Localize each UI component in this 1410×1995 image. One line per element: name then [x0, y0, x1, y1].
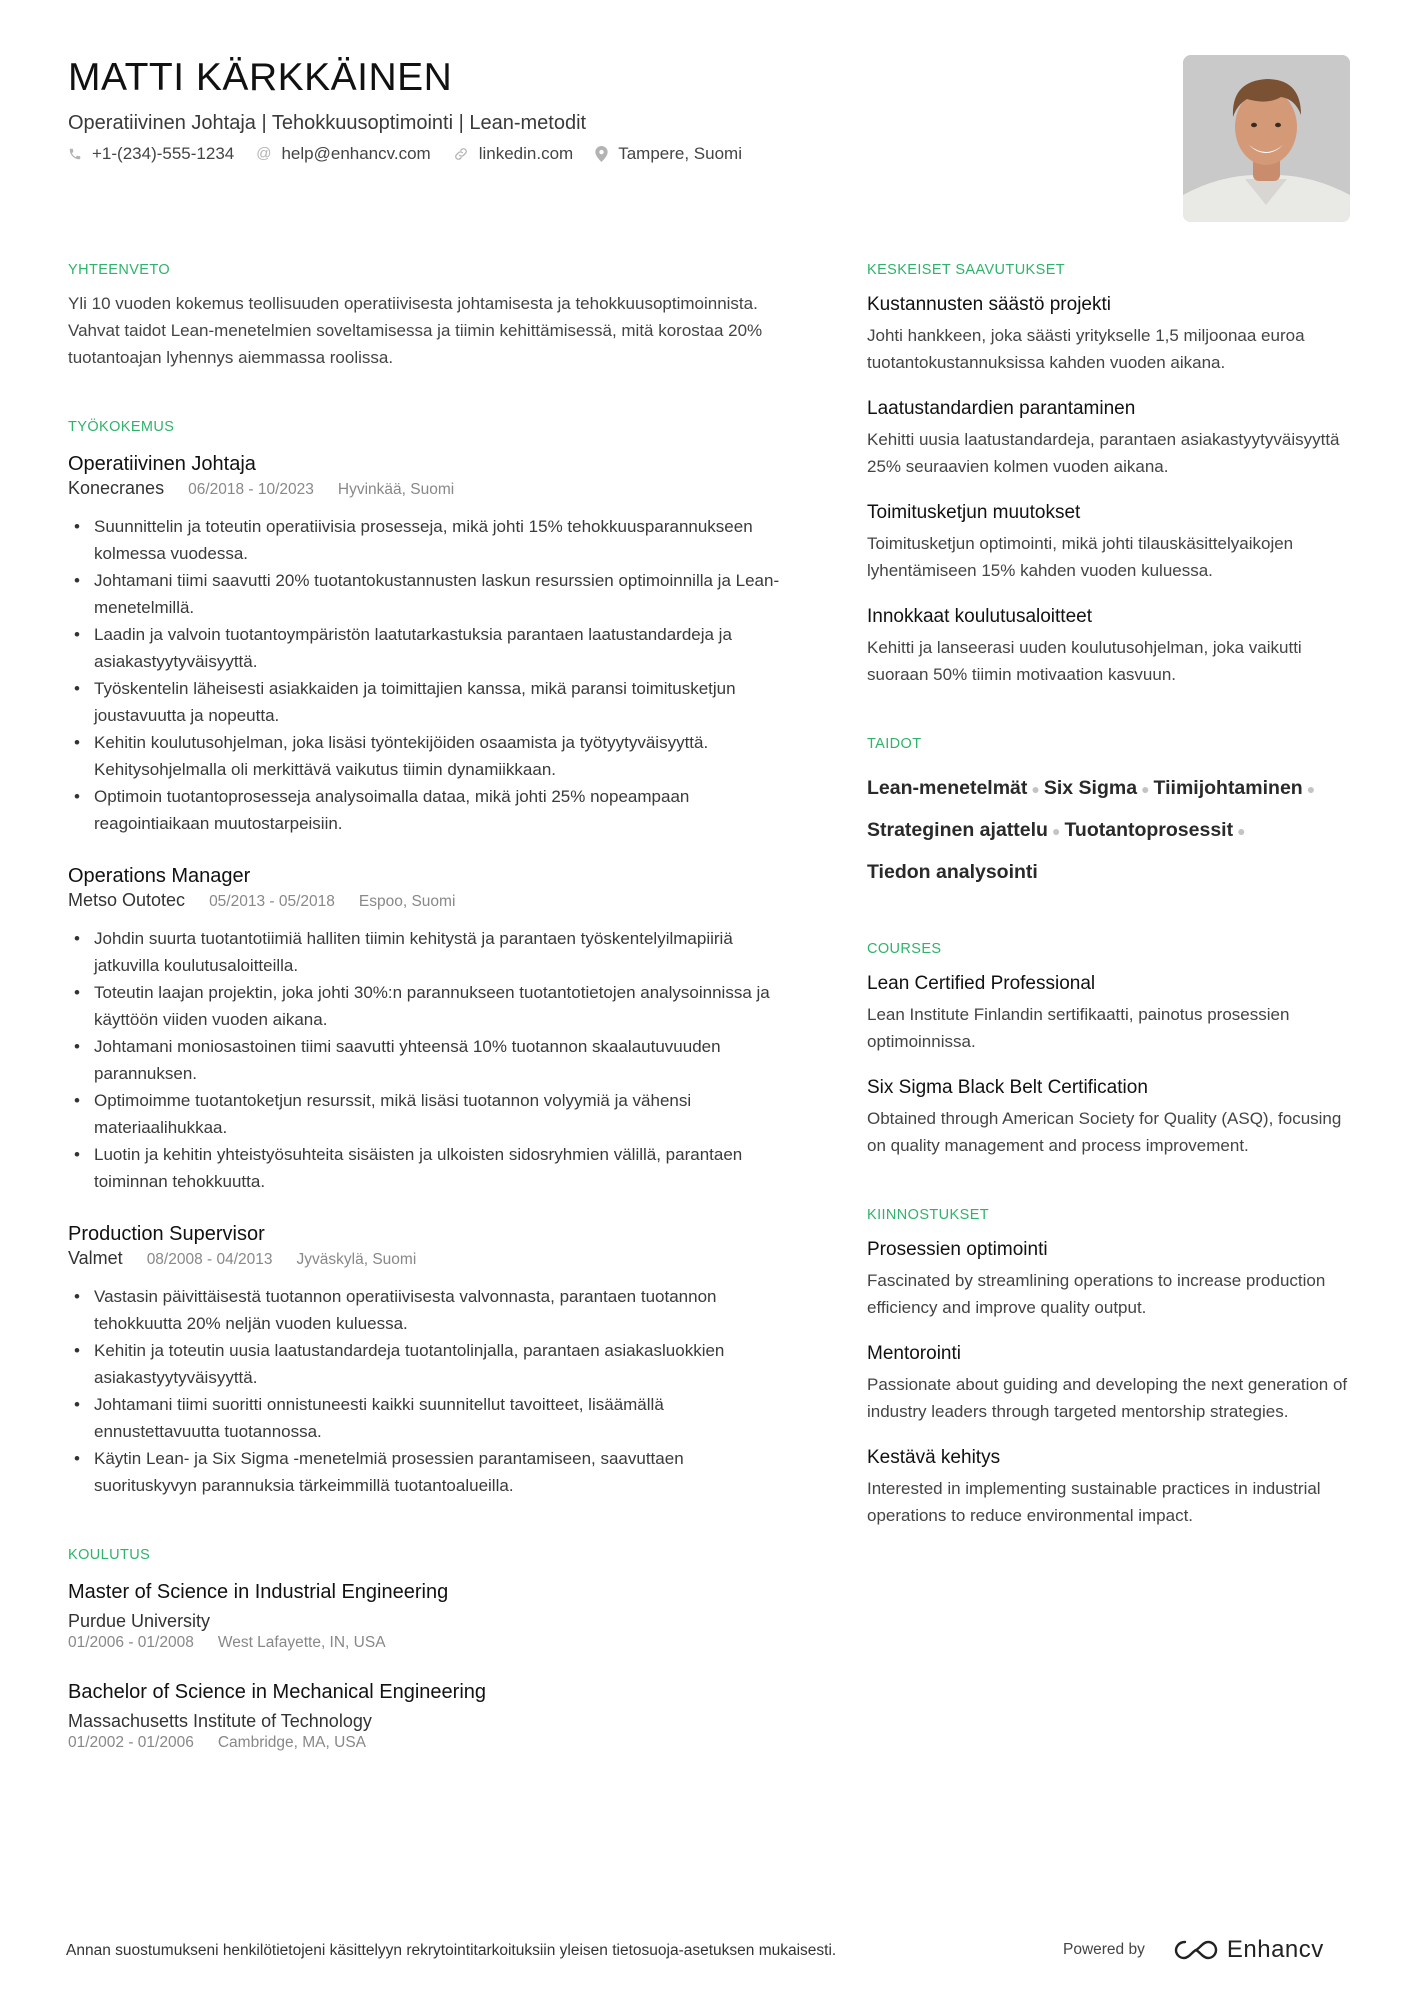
section-title: TYÖKOKEMUS: [68, 419, 175, 435]
interest-text: Interested in implementing sustainable practices in industrial operations to reduce environmental impact.: [867, 1479, 1321, 1525]
achievement-text: Johti hankkeen, joka säästi yritykselle 1,5 miljoonaa euroa tuotantokustannuksissa kahden vuoden aikana.: [867, 326, 1305, 372]
achievement-text: Toimitusketjun optimointi, mikä johti tilauskäsittelyaikojen lyhentämiseen 15% kahden vuoden kuluessa.: [867, 534, 1294, 580]
enhancv-logo[interactable]: [1173, 1936, 1324, 1964]
resume-header: [68, 54, 1168, 166]
phone-icon: [68, 147, 82, 161]
job-entry: [68, 1221, 788, 1499]
degree-title: Master of Science in Industrial Engineering: [68, 1581, 449, 1603]
education-dates: 01/2006 - 01/2008: [68, 1634, 194, 1651]
summary-section: [68, 258, 788, 371]
powered-by-label: Powered by: [1063, 1941, 1145, 1958]
course-title: Lean Certified Professional: [867, 973, 1096, 994]
job-bullets: [68, 1283, 788, 1499]
section-title: COURSES: [867, 941, 942, 957]
interest-item: [867, 1341, 1357, 1425]
job-entry: [68, 451, 788, 837]
contact-location: [595, 142, 742, 166]
candidate-name: MATTI KÄRKKÄINEN: [68, 56, 453, 99]
at-icon: @: [256, 145, 272, 162]
achievement-title: Toimitusketjun muutokset: [867, 502, 1081, 523]
job-bullets: [68, 925, 788, 1195]
course-title: Six Sigma Black Belt Certification: [867, 1077, 1148, 1098]
education-dates: 01/2002 - 01/2006: [68, 1734, 194, 1751]
separator-dot: ●: [1031, 781, 1040, 797]
company-name: Metso Outotec: [68, 890, 186, 910]
achievement-item: [867, 500, 1357, 584]
achievement-title: Laatustandardien parantaminen: [867, 398, 1136, 419]
bullet-item: • Johtamani tiimi saavutti 20% tuotantokustannusten laskun resurssien optimoinnilla ja Lean-menetelmillä.: [68, 567, 788, 621]
interest-title: Mentorointi: [867, 1343, 961, 1364]
bullet-item: • Luotin ja kehitin yhteistyösuhteita sisäisten ja ulkoisten sidosryhmien välillä, parantaen toiminnan tehokkuutta.: [68, 1141, 788, 1195]
job-meta: [68, 477, 788, 501]
education-location: West Lafayette, IN, USA: [217, 1634, 386, 1651]
candidate-headline: Operatiivinen Johtaja | Tehokkuusoptimointi | Lean-metodit: [68, 112, 587, 134]
job-location: Jyväskylä, Suomi: [296, 1251, 417, 1268]
achievement-title: Kustannusten säästö projekti: [867, 294, 1111, 315]
contact-phone: [68, 142, 234, 166]
skill-tag: Lean-menetelmät: [867, 777, 1028, 799]
bullet-item: • Toteutin laajan projektin, joka johti 30%:n parannukseen tuotantotietojen analysoinnissa ja käyttöön viiden vuoden aikana.: [68, 979, 788, 1033]
job-title: Production Supervisor: [68, 1223, 265, 1245]
contact-email: [256, 142, 430, 166]
education-section: [68, 1543, 788, 1753]
courses-section: [867, 937, 1357, 1159]
brand-name: Enhancv: [1226, 1936, 1324, 1963]
skill-tag: Six Sigma: [1043, 777, 1138, 799]
education-meta: [68, 1733, 788, 1753]
bullet-item: • Johtamani tiimi suoritti onnistuneesti kaikki suunnitellut tavoitteet, lisäämällä ennustettavuutta tuotannossa.: [68, 1391, 788, 1445]
course-text: Obtained through American Society for Quality (ASQ), focusing on quality management and process improvement.: [867, 1109, 1342, 1155]
education-entry: [68, 1579, 788, 1653]
interest-title: Kestävä kehitys: [867, 1447, 1001, 1468]
bullet-item: • Optimoimme tuotantoketjun resurssit, mikä lisäsi tuotannon volyymiä ja vähensi materiaalihukkaa.: [68, 1087, 788, 1141]
skill-tag: Tiimijohtaminen: [1153, 777, 1303, 799]
achievement-text: Kehitti ja lanseerasi uuden koulutusohjelman, joka vaikutti suoraan 50% tiimin motivaation kasvuun.: [867, 638, 1302, 684]
bullet-item: • Suunnittelin ja toteutin operatiivisia prosesseja, mikä johti 15% tehokkuusparannukseen kolmessa vuodessa.: [68, 513, 788, 567]
bullet-item: • Työskentelin läheisesti asiakkaiden ja toimittajien kanssa, mikä paransi toimitusketjun joustavuutta ja nopeutta.: [68, 675, 788, 729]
interest-text: Passionate about guiding and developing the next generation of industry leaders through targeted mentorship strategies.: [867, 1375, 1348, 1421]
experience-section: [68, 415, 788, 1499]
job-location: Hyvinkää, Suomi: [337, 481, 455, 498]
job-title: Operations Manager: [68, 865, 251, 887]
bullet-item: • Kehitin ja toteutin uusia laatustandardeja tuotantolinjalla, parantaen asiakasluokkien asiakastyytyväisyyttä.: [68, 1337, 788, 1391]
achievement-text: Kehitti uusia laatustandardeja, parantaen asiakastyytyväisyyttä 25% seuraavien kolmen vuoden aikana.: [867, 430, 1340, 476]
section-title: KOULUTUS: [68, 1547, 151, 1563]
bullet-item: • Kehitin koulutusohjelman, joka lisäsi työntekijöiden osaamista ja työtyytyväisyyttä. Kehitysohjelmalla oli merkittävä vaikutus tiimin dynamiikkaan.: [68, 729, 788, 783]
linkedin-link[interactable]: linkedin.com: [478, 144, 574, 163]
interests-section: [867, 1203, 1357, 1529]
skill-tag: Strateginen ajattelu: [867, 819, 1048, 841]
interest-title: Prosessien optimointi: [867, 1239, 1048, 1260]
separator-dot: ●: [1051, 823, 1061, 839]
phone-text[interactable]: +1-(234)-555-1234: [92, 144, 235, 163]
education-entry: [68, 1679, 788, 1753]
link-icon: [453, 146, 469, 162]
skills-section: [867, 732, 1357, 893]
education-meta: [68, 1633, 788, 1653]
separator-dot: ●: [1141, 781, 1150, 797]
job-meta: [68, 889, 788, 913]
bullet-item: • Vastasin päivittäisestä tuotannon operatiivisesta valvonnasta, parantaen tuotannon tehokkuutta 20% neljän vuoden kuluessa.: [68, 1283, 788, 1337]
job-title: Operatiivinen Johtaja: [68, 453, 256, 475]
section-title: KESKEISET SAAVUTUKSET: [867, 262, 1066, 278]
education-location: Cambridge, MA, USA: [217, 1734, 367, 1751]
school-name: Purdue University: [68, 1611, 211, 1631]
bullet-item: • Johtamani moniosastoinen tiimi saavutti yhteensä 10% tuotannon skaalautuvuuden parannuksen.: [68, 1033, 788, 1087]
job-dates: 08/2008 - 04/2013: [146, 1251, 273, 1268]
school-name: Massachusetts Institute of Technology: [68, 1711, 372, 1731]
job-meta: [68, 1247, 788, 1271]
interest-item: [867, 1445, 1357, 1529]
skill-tag: Tuotantoprosessit: [1064, 819, 1234, 841]
left-column: [68, 258, 788, 1753]
profile-photo: [1183, 55, 1350, 222]
location-pin-icon: [595, 146, 608, 162]
company-name: Konecranes: [68, 478, 165, 498]
degree-title: Bachelor of Science in Mechanical Engineering: [68, 1681, 487, 1703]
separator-dot: ●: [1237, 823, 1246, 839]
job-location: Espoo, Suomi: [358, 893, 456, 910]
section-title: KIINNOSTUKSET: [867, 1207, 990, 1223]
course-item: [867, 1075, 1357, 1159]
achievement-title: Innokkaat koulutusaloitteet: [867, 606, 1092, 627]
course-text: Lean Institute Finlandin sertifikaatti, painotus prosessien optimoinnissa.: [867, 1005, 1290, 1051]
job-dates: 06/2018 - 10/2023: [188, 481, 314, 498]
separator-dot: ●: [1306, 781, 1316, 797]
contact-linkedin: [453, 142, 574, 166]
interest-item: [867, 1237, 1357, 1321]
bullet-item: • Johdin suurta tuotantotiimiä halliten tiimin kehitystä ja parantaen työskentelyilmapiiriä jatkuvilla koulutusaloitteilla.: [68, 925, 788, 979]
enhancv-logo-icon: [1173, 1938, 1219, 1962]
location-text: Tampere, Suomi: [618, 144, 742, 163]
right-column: [867, 258, 1357, 1529]
achievement-item: [867, 292, 1357, 376]
achievement-item: [867, 604, 1357, 688]
section-title: YHTEENVETO: [68, 262, 171, 278]
bullet-item: • Käytin Lean- ja Six Sigma -menetelmiä prosessien parantamiseen, saavuttaen suorituskyvyn parannuksia tärkeimmillä tuotantoalueilla.: [68, 1445, 788, 1499]
section-title: TAIDOT: [867, 736, 922, 752]
achievements-section: [867, 258, 1357, 688]
contact-row: [68, 142, 1168, 166]
achievement-item: [867, 396, 1357, 480]
job-bullets: [68, 513, 788, 837]
bullet-item: • Laadin ja valvoin tuotantoympäristön laatutarkastuksia parantaen laatustandardeja ja asiakastyytyväisyyttä.: [68, 621, 788, 675]
summary-text: Yli 10 vuoden kokemus teollisuuden operatiivisesta johtamisesta ja tehokkuusoptimoinnista. Vahvat taidot Lean-menetelmien soveltamisessa ja tiimin kehittämisessä, mitä korostaa 20% tuotantoajan lyhennys aiemmassa roolissa.: [68, 294, 763, 367]
company-name: Valmet: [68, 1248, 123, 1268]
footer-consent: Annan suostumukseni henkilötietojeni käsittelyyn rekrytointitarkoituksiin yleisen tietosuoja-asetuksen mukaisesti.: [66, 1942, 837, 1959]
email-link[interactable]: help@enhancv.com: [281, 144, 431, 163]
job-dates: 05/2013 - 05/2018: [209, 893, 335, 910]
job-entry: [68, 863, 788, 1195]
course-item: [867, 971, 1357, 1055]
skills-list: [867, 768, 1357, 893]
interest-text: Fascinated by streamlining operations to increase production efficiency and improve quality output.: [867, 1271, 1326, 1317]
bullet-item: • Optimoin tuotantoprosesseja analysoimalla dataa, mikä johti 25% nopeampaan reagointiaikaan muutostarpeisiin.: [68, 783, 788, 837]
skill-tag: Tiedon analysointi: [867, 861, 1038, 883]
footer-branding[interactable]: [1063, 1936, 1324, 1964]
